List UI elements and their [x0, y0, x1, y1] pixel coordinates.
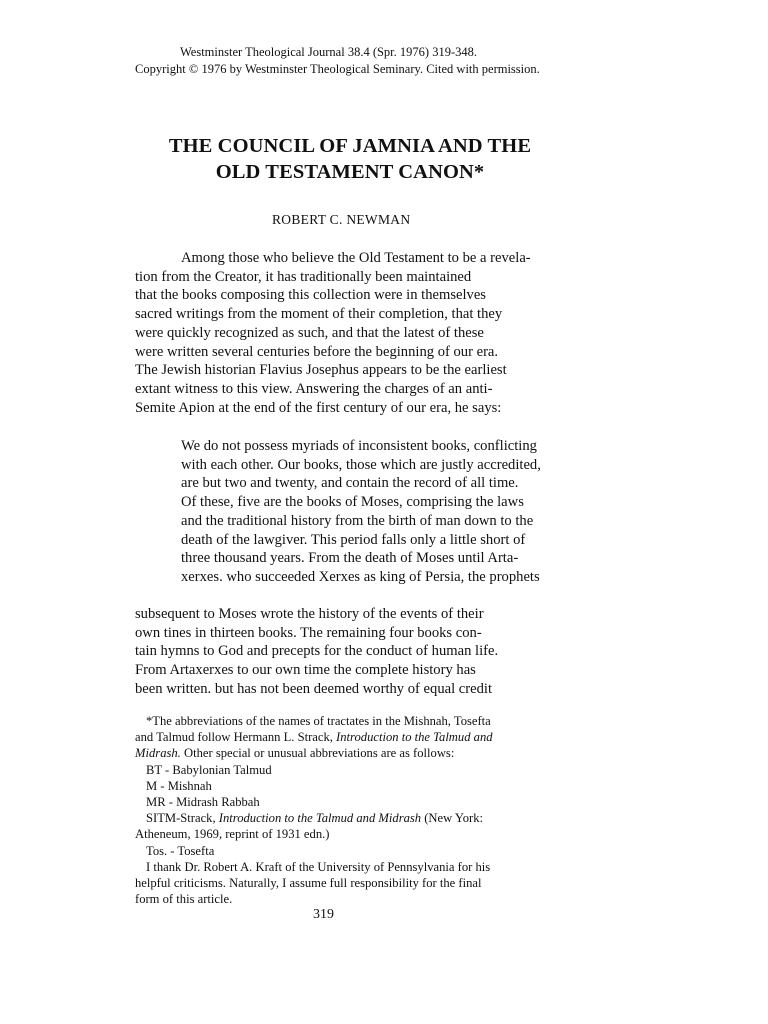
quote-line: with each other. Our books, those which are justly accredited, — [181, 456, 541, 473]
text-line: Semite Apion at the end of the first century of our era, he says: — [135, 399, 502, 416]
text-line: were quickly recognized as such, and that the latest of these — [135, 324, 484, 341]
abbreviation-m: M - Mishnah — [146, 778, 212, 793]
text-line: were written several centuries before the beginning of our era. — [135, 343, 499, 360]
abbreviation-bt: BT - Babylonian Talmud — [146, 762, 272, 777]
abbreviation-tos: Tos. - Tosefta — [146, 843, 215, 858]
book-title-italic: Midrash. — [135, 746, 181, 761]
footnote-text: and Talmud follow Hermann L. Strack, — [135, 730, 337, 745]
quote-line: three thousand years. From the death of Moses until Arta- — [181, 550, 519, 567]
footnote-text: (New York: — [421, 811, 484, 826]
quote-line: Of these, five are the books of Moses, comprising the laws — [181, 494, 524, 511]
footnote-text: Other special or unusual abbreviations are as follows: — [180, 746, 455, 761]
title-line-1: THE COUNCIL OF JAMNIA AND THE — [168, 135, 532, 157]
footnote-line: I thank Dr. Robert A. Kraft of the University of Pennsylvania for his — [146, 859, 491, 874]
text-line: tion from the Creator, it has traditionally been maintained — [135, 268, 472, 285]
quote-line: death of the lawgiver. This period falls only a little short of — [181, 531, 526, 548]
abbreviation-sitm — [135, 810, 493, 826]
footnote — [135, 713, 493, 907]
footnote-line: *The abbreviations of the names of tractates in the Mishnah, Tosefta — [146, 714, 491, 728]
block-quote — [181, 437, 541, 587]
text-line: subsequent to Moses wrote the history of the events of their — [135, 606, 484, 622]
quote-line: We do not possess myriads of inconsistent books, conflicting — [181, 438, 537, 454]
text-line: sacred writings from the moment of their completion, that they — [135, 306, 503, 323]
journal-header — [135, 44, 635, 78]
quote-line: are but two and twenty, and contain the record of all time. — [181, 475, 519, 492]
article-title — [100, 133, 600, 185]
title-line-2: OLD TESTAMENT CANON* — [215, 161, 485, 183]
footnote-line — [135, 729, 493, 745]
text-line: been written. but has not been deemed worthy of equal credit — [135, 680, 493, 697]
footnote-line: Atheneum, 1969, reprint of 1931 edn.) — [135, 827, 330, 842]
footnote-line: helpful criticisms. Naturally, I assume full responsibility for the final — [135, 876, 482, 891]
copyright-line: Copyright © 1976 by Westminster Theological Seminary. Cited with permission. — [135, 62, 540, 76]
footnote-line: form of this article. — [135, 892, 233, 907]
quote-line: xerxes. who succeeded Xerxes as king of Persia, the prophets — [181, 568, 540, 585]
citation-line: Westminster Theological Journal 38.4 (Spr. 1976) 319-348. — [180, 45, 477, 59]
book-title-italic: Introduction to the Talmud and — [336, 730, 493, 745]
page-number: 319 — [313, 907, 334, 922]
book-title-italic: Introduction to the Talmud and Midrash — [218, 811, 422, 826]
text-line: that the books composing this collection were in themselves — [135, 287, 486, 304]
quote-line: and the traditional history from the birth of man down to the — [181, 512, 534, 529]
paragraph-2 — [135, 605, 498, 699]
abbreviation-mr: MR - Midrash Rabbah — [146, 795, 260, 810]
author-name: ROBERT C. NEWMAN — [272, 212, 411, 227]
text-line: tain hymns to God and precepts for the conduct of human life. — [135, 643, 499, 660]
paragraph-1 — [135, 249, 531, 417]
text-line: own tines in thirteen books. The remaining four books con- — [135, 624, 482, 641]
text-line: extant witness to this view. Answering the charges of an anti- — [135, 380, 493, 397]
text-line: From Artaxerxes to our own time the complete history has — [135, 662, 476, 679]
footnote-line — [135, 745, 493, 761]
text-line: The Jewish historian Flavius Josephus appears to be the earliest — [135, 362, 507, 379]
text-line: Among those who believe the Old Testament to be a revela- — [181, 250, 531, 266]
footnote-text: SITM-Strack, — [146, 811, 219, 826]
